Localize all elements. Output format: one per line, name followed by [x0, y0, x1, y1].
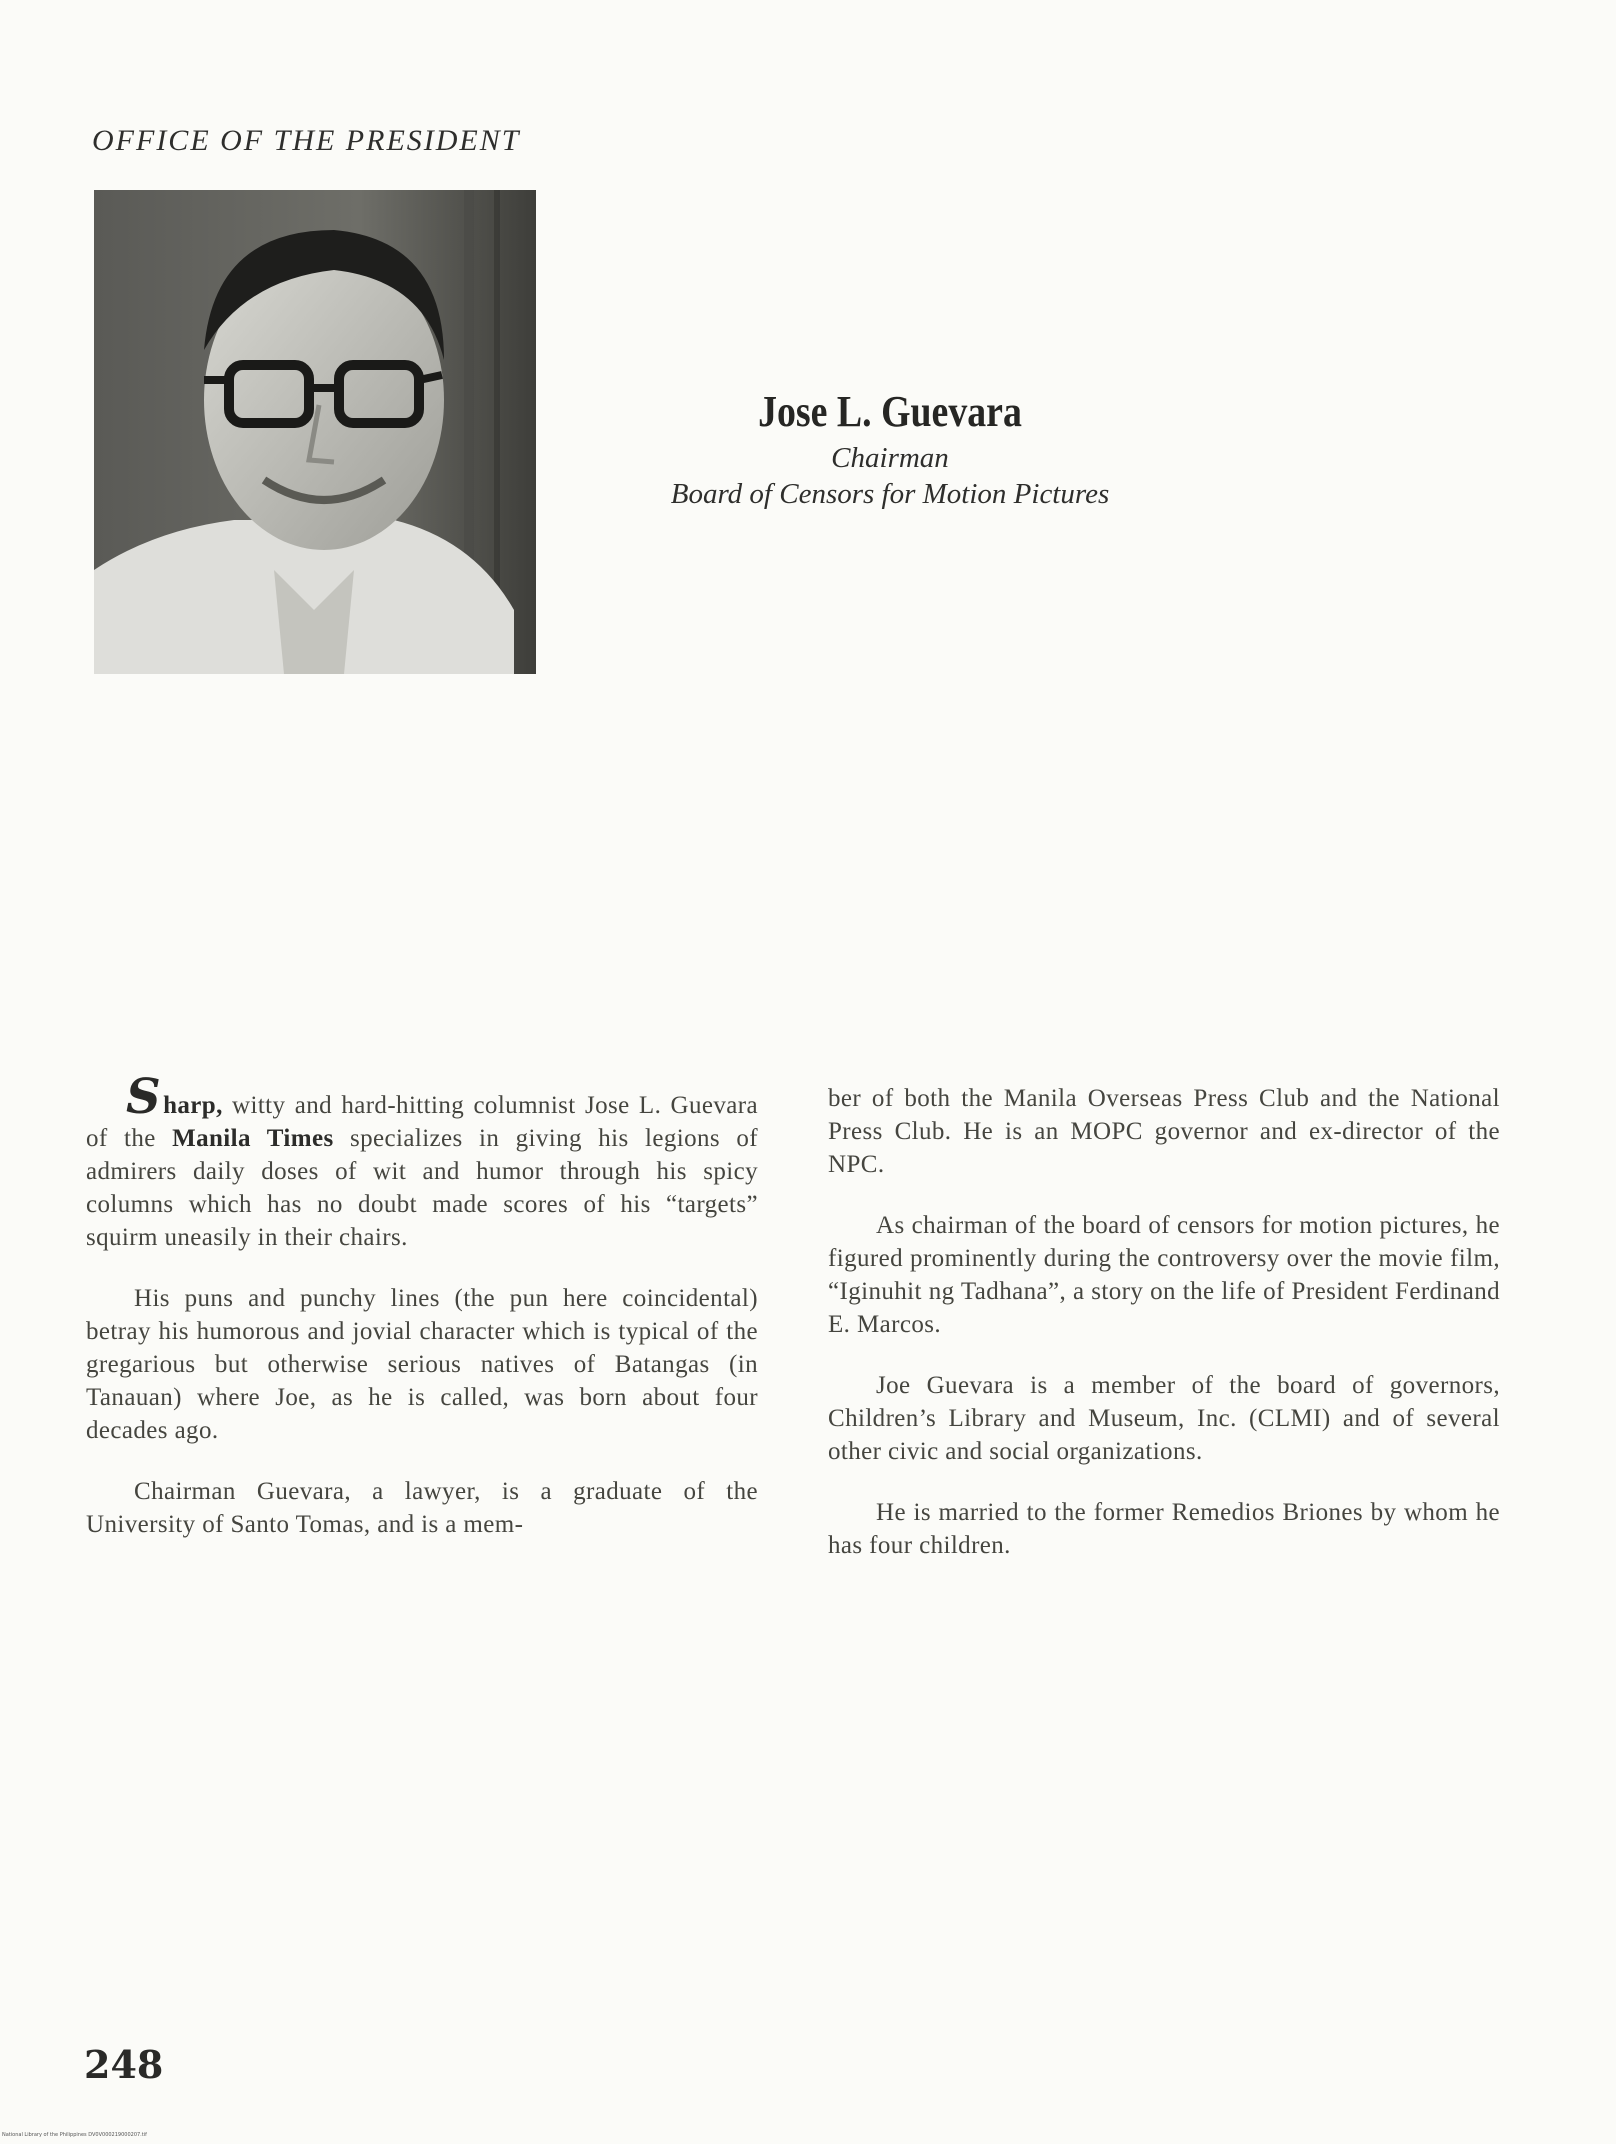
paragraph-3-part-1: Chairman Guevara, a lawyer, is a graduate of the University of Santo Tomas, and is a mem- — [86, 1478, 758, 1538]
article-column-left — [86, 1069, 759, 1569]
footer-credit: National Library of the Philippines DV0V000219000207.tif — [2, 2132, 147, 2138]
portrait-image — [94, 190, 536, 674]
newspaper-name: Manila Times — [172, 1125, 334, 1152]
section-header: OFFICE OF THE PRESIDENT — [92, 124, 521, 157]
paragraph-6: He is married to the former Remedios Briones by whom he has four children. — [828, 1499, 1500, 1559]
person-title: Chairman — [831, 442, 949, 474]
portrait-photo — [94, 190, 536, 674]
paragraph-2: His puns and punchy lines (the pun here coincidental) betray his humorous and jovial character which is typical of the gregarious but otherwise serious natives of Batangas (in Tanauan) where Joe, as he is called, was born about four decades ago. — [86, 1285, 758, 1444]
paragraph-1-text-a: witty and hard-hitting columnist Jose L. Guevara of the — [86, 1092, 758, 1152]
profile-heading — [640, 384, 1140, 512]
paragraph-1-text-b: specializes in giving his legions of admirers daily doses of wit and humor through his spicy columns which has no doubt made scores of his “targets” squirm uneasily in their chairs. — [86, 1125, 759, 1251]
person-name: Jose L. Guevara — [758, 387, 1022, 436]
paragraph-3-part-2: ber of both the Manila Overseas Press Club and the National Press Club. He is an MOPC governor and ex-director of the NPC. — [828, 1085, 1500, 1178]
paragraph-5: Joe Guevara is a member of the board of governors, Children’s Library and Museum, Inc. (CLMI) and of several other civic and social organizations. — [828, 1372, 1500, 1465]
article-column-right — [828, 1082, 1500, 1590]
paragraph-4: As chairman of the board of censors for motion pictures, he figured prominently during the controversy over the movie film, “Iginuhit ng Tadhana”, a story on the life of President Ferdinand E. Marcos. — [828, 1212, 1500, 1338]
drop-cap: S — [126, 1069, 162, 1125]
paragraph-1 — [86, 1069, 759, 1254]
paragraph-1-lead: harp, — [163, 1092, 223, 1119]
person-organization: Board of Censors for Motion Pictures — [670, 478, 1110, 510]
page-number: 248 — [84, 2042, 164, 2087]
